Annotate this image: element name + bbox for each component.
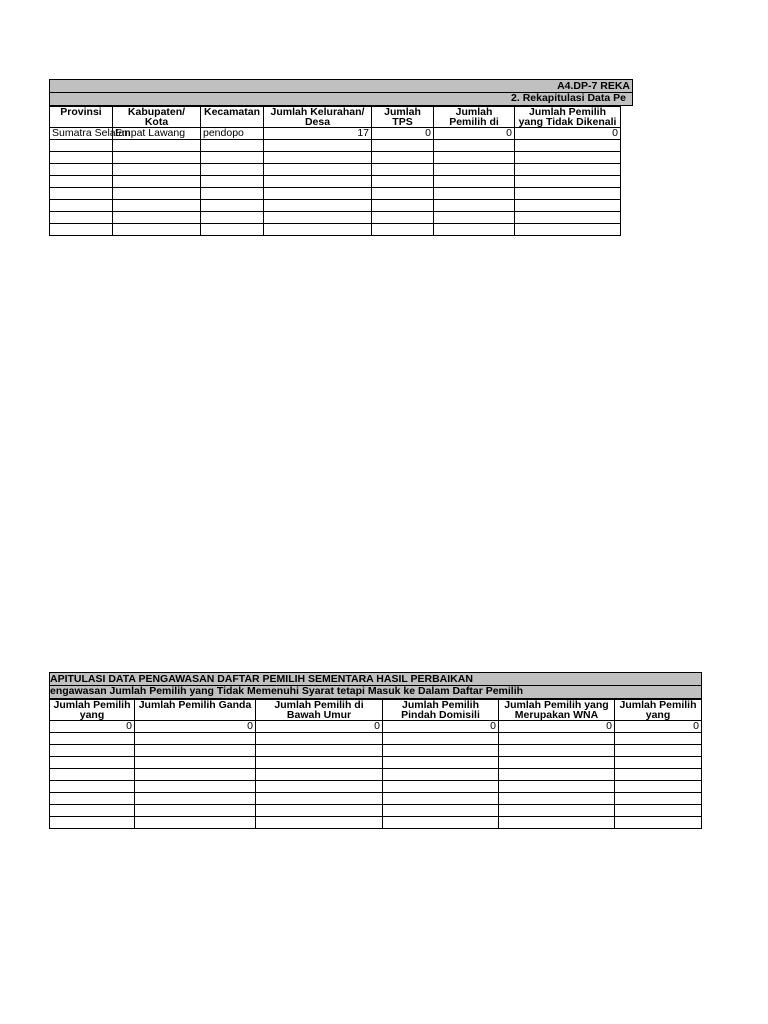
cell-provinsi[interactable]: Sumatra Selatan bbox=[50, 128, 113, 140]
empty-cell[interactable] bbox=[264, 200, 372, 212]
empty-cell[interactable] bbox=[434, 224, 515, 236]
empty-cell[interactable] bbox=[256, 745, 383, 757]
empty-cell[interactable] bbox=[499, 757, 615, 769]
empty-cell[interactable] bbox=[50, 733, 135, 745]
header-jumlah-pemilih-di[interactable]: Jumlah Pemilih di bbox=[434, 107, 515, 128]
empty-cell[interactable] bbox=[113, 176, 201, 188]
section-1-subtitle bbox=[49, 93, 633, 106]
empty-cell[interactable] bbox=[383, 781, 499, 793]
empty-cell[interactable] bbox=[515, 140, 621, 152]
header-jumlah-kelurahan-desa[interactable]: Jumlah Kelurahan/ Desa bbox=[264, 107, 372, 128]
cell-jumlah-pemilih-pindah-domisili[interactable]: 0 bbox=[383, 721, 499, 733]
empty-cell[interactable] bbox=[113, 152, 201, 164]
empty-cell[interactable] bbox=[372, 200, 434, 212]
empty-cell[interactable] bbox=[50, 200, 113, 212]
header-jumlah-pemilih-yang[interactable]: Jumlah Pemilih yang bbox=[50, 700, 135, 721]
empty-cell[interactable] bbox=[201, 212, 264, 224]
empty-cell[interactable] bbox=[515, 176, 621, 188]
empty-cell[interactable] bbox=[50, 757, 135, 769]
empty-cell[interactable] bbox=[615, 745, 702, 757]
empty-cell[interactable] bbox=[515, 224, 621, 236]
empty-cell[interactable] bbox=[50, 212, 113, 224]
empty-cell[interactable] bbox=[50, 805, 135, 817]
empty-cell[interactable] bbox=[383, 733, 499, 745]
table-row bbox=[50, 781, 702, 793]
empty-cell[interactable] bbox=[372, 140, 434, 152]
empty-cell[interactable] bbox=[372, 212, 434, 224]
table-row bbox=[50, 733, 702, 745]
cell-jumlah-pemilih-yang-2[interactable]: 0 bbox=[615, 721, 702, 733]
empty-cell[interactable] bbox=[434, 212, 515, 224]
table-row bbox=[50, 128, 621, 140]
empty-cell[interactable] bbox=[256, 817, 383, 829]
empty-cell[interactable] bbox=[372, 152, 434, 164]
section-1-header-row bbox=[50, 107, 621, 128]
table-row bbox=[50, 200, 621, 212]
header-jumlah-pemilih-yang-2[interactable]: Jumlah Pemilih yang bbox=[615, 700, 702, 721]
empty-cell[interactable] bbox=[264, 224, 372, 236]
header-jumlah-pemilih-bawah-umur[interactable]: Jumlah Pemilih di Bawah Umur bbox=[256, 700, 383, 721]
empty-cell[interactable] bbox=[135, 733, 256, 745]
empty-cell[interactable] bbox=[113, 140, 201, 152]
table-row bbox=[50, 176, 621, 188]
empty-cell[interactable] bbox=[50, 781, 135, 793]
empty-cell[interactable] bbox=[201, 224, 264, 236]
empty-cell[interactable] bbox=[499, 805, 615, 817]
empty-cell[interactable] bbox=[264, 176, 372, 188]
cell-jumlah-pemilih-bawah-umur[interactable]: 0 bbox=[256, 721, 383, 733]
empty-cell[interactable] bbox=[50, 140, 113, 152]
empty-cell[interactable] bbox=[434, 152, 515, 164]
section-2-subtitle bbox=[49, 686, 702, 699]
empty-cell[interactable] bbox=[515, 200, 621, 212]
empty-cell[interactable] bbox=[383, 769, 499, 781]
section-2-table bbox=[49, 699, 702, 829]
section-2-title-text: APITULASI DATA PENGAWASAN DAFTAR PEMILIH SEMENTARA HASIL PERBAIKAN bbox=[50, 673, 473, 685]
header-jumlah-pemilih-ganda[interactable]: Jumlah Pemilih Ganda bbox=[135, 700, 256, 721]
empty-cell[interactable] bbox=[515, 164, 621, 176]
cell-jumlah-kelurahan-desa[interactable]: 17 bbox=[264, 128, 372, 140]
header-jumlah-tps[interactable]: Jumlah TPS bbox=[372, 107, 434, 128]
section-1-title bbox=[49, 79, 633, 93]
empty-cell[interactable] bbox=[615, 817, 702, 829]
empty-cell[interactable] bbox=[113, 224, 201, 236]
empty-cell[interactable] bbox=[50, 224, 113, 236]
cell-jumlah-pemilih-wna[interactable]: 0 bbox=[499, 721, 615, 733]
cell-jumlah-pemilih-tidak-dikenali[interactable]: 0 bbox=[515, 128, 621, 140]
empty-cell[interactable] bbox=[615, 733, 702, 745]
empty-cell[interactable] bbox=[135, 805, 256, 817]
empty-cell[interactable] bbox=[135, 745, 256, 757]
table-row bbox=[50, 164, 621, 176]
table-row bbox=[50, 769, 702, 781]
empty-cell[interactable] bbox=[383, 745, 499, 757]
empty-cell[interactable] bbox=[264, 152, 372, 164]
table-row bbox=[50, 793, 702, 805]
empty-cell[interactable] bbox=[201, 140, 264, 152]
empty-cell[interactable] bbox=[499, 745, 615, 757]
table-row bbox=[50, 757, 702, 769]
table-row bbox=[50, 140, 621, 152]
empty-cell[interactable] bbox=[256, 733, 383, 745]
section-1-subtitle-text: 2. Rekapitulasi Data Pe bbox=[511, 92, 626, 104]
section-2-subtitle-text: engawasan Jumlah Pemilih yang Tidak Memenuhi Syarat tetapi Masuk ke Dalam Daftar Pemilih bbox=[50, 685, 524, 697]
empty-cell[interactable] bbox=[135, 793, 256, 805]
empty-cell[interactable] bbox=[135, 817, 256, 829]
table-row bbox=[50, 817, 702, 829]
cell-jumlah-pemilih-yang[interactable]: 0 bbox=[50, 721, 135, 733]
empty-cell[interactable] bbox=[135, 781, 256, 793]
table-row bbox=[50, 212, 621, 224]
header-jumlah-pemilih-pindah-domisili[interactable]: Jumlah Pemilih Pindah Domisili bbox=[383, 700, 499, 721]
empty-cell[interactable] bbox=[515, 152, 621, 164]
empty-cell[interactable] bbox=[515, 188, 621, 200]
empty-cell[interactable] bbox=[372, 164, 434, 176]
empty-cell[interactable] bbox=[135, 757, 256, 769]
cell-jumlah-pemilih-di[interactable]: 0 bbox=[434, 128, 515, 140]
empty-cell[interactable] bbox=[372, 176, 434, 188]
empty-cell[interactable] bbox=[50, 164, 113, 176]
cell-jumlah-tps[interactable]: 0 bbox=[372, 128, 434, 140]
cell-kabupaten-kota[interactable]: Empat Lawang bbox=[113, 128, 201, 140]
empty-cell[interactable] bbox=[383, 793, 499, 805]
empty-cell[interactable] bbox=[434, 164, 515, 176]
empty-cell[interactable] bbox=[50, 745, 135, 757]
empty-cell[interactable] bbox=[499, 769, 615, 781]
empty-cell[interactable] bbox=[499, 733, 615, 745]
header-provinsi[interactable]: Provinsi bbox=[50, 107, 113, 128]
empty-cell[interactable] bbox=[434, 188, 515, 200]
empty-cell[interactable] bbox=[201, 188, 264, 200]
empty-cell[interactable] bbox=[615, 757, 702, 769]
cell-kecamatan[interactable]: pendopo bbox=[201, 128, 264, 140]
table-row bbox=[50, 721, 702, 733]
table-row bbox=[50, 224, 621, 236]
empty-cell[interactable] bbox=[499, 793, 615, 805]
sheet-section-1 bbox=[49, 79, 633, 249]
empty-cell[interactable] bbox=[499, 781, 615, 793]
empty-cell[interactable] bbox=[434, 176, 515, 188]
section-1-title-text: A4.DP-7 REKA bbox=[557, 80, 630, 92]
empty-cell[interactable] bbox=[383, 805, 499, 817]
empty-cell[interactable] bbox=[201, 152, 264, 164]
empty-cell[interactable] bbox=[113, 188, 201, 200]
header-jumlah-pemilih-wna[interactable]: Jumlah Pemilih yang Merupakan WNA bbox=[499, 700, 615, 721]
empty-cell[interactable] bbox=[499, 817, 615, 829]
empty-cell[interactable] bbox=[256, 757, 383, 769]
table-row bbox=[50, 805, 702, 817]
empty-cell[interactable] bbox=[256, 793, 383, 805]
empty-cell[interactable] bbox=[113, 212, 201, 224]
empty-cell[interactable] bbox=[50, 769, 135, 781]
empty-cell[interactable] bbox=[264, 164, 372, 176]
empty-cell[interactable] bbox=[264, 188, 372, 200]
header-kecamatan[interactable]: Kecamatan bbox=[201, 107, 264, 128]
empty-cell[interactable] bbox=[615, 781, 702, 793]
empty-cell[interactable] bbox=[201, 176, 264, 188]
empty-cell[interactable] bbox=[383, 757, 499, 769]
empty-cell[interactable] bbox=[50, 793, 135, 805]
empty-cell[interactable] bbox=[434, 140, 515, 152]
empty-cell[interactable] bbox=[50, 152, 113, 164]
empty-cell[interactable] bbox=[50, 188, 113, 200]
empty-cell[interactable] bbox=[264, 140, 372, 152]
empty-cell[interactable] bbox=[372, 188, 434, 200]
empty-cell[interactable] bbox=[50, 176, 113, 188]
empty-cell[interactable] bbox=[201, 164, 264, 176]
empty-cell[interactable] bbox=[515, 212, 621, 224]
empty-cell[interactable] bbox=[113, 200, 201, 212]
sheet-section-2 bbox=[49, 672, 702, 842]
section-1-table bbox=[49, 106, 621, 236]
table-row bbox=[50, 745, 702, 757]
cell-jumlah-pemilih-ganda[interactable]: 0 bbox=[135, 721, 256, 733]
empty-cell[interactable] bbox=[264, 212, 372, 224]
empty-cell[interactable] bbox=[372, 224, 434, 236]
empty-cell[interactable] bbox=[256, 805, 383, 817]
empty-cell[interactable] bbox=[434, 200, 515, 212]
section-2-title bbox=[49, 672, 702, 686]
header-kabupaten-kota[interactable]: Kabupaten/ Kota bbox=[113, 107, 201, 128]
empty-cell[interactable] bbox=[50, 817, 135, 829]
table-row bbox=[50, 152, 621, 164]
empty-cell[interactable] bbox=[113, 164, 201, 176]
empty-cell[interactable] bbox=[383, 817, 499, 829]
empty-cell[interactable] bbox=[256, 781, 383, 793]
empty-cell[interactable] bbox=[201, 200, 264, 212]
empty-cell[interactable] bbox=[135, 769, 256, 781]
section-2-header-row bbox=[50, 700, 702, 721]
empty-cell[interactable] bbox=[615, 793, 702, 805]
empty-cell[interactable] bbox=[615, 769, 702, 781]
header-jumlah-pemilih-tidak-dikenali[interactable]: Jumlah Pemilih yang Tidak Dikenali bbox=[515, 107, 621, 128]
empty-cell[interactable] bbox=[615, 805, 702, 817]
empty-cell[interactable] bbox=[256, 769, 383, 781]
table-row bbox=[50, 188, 621, 200]
